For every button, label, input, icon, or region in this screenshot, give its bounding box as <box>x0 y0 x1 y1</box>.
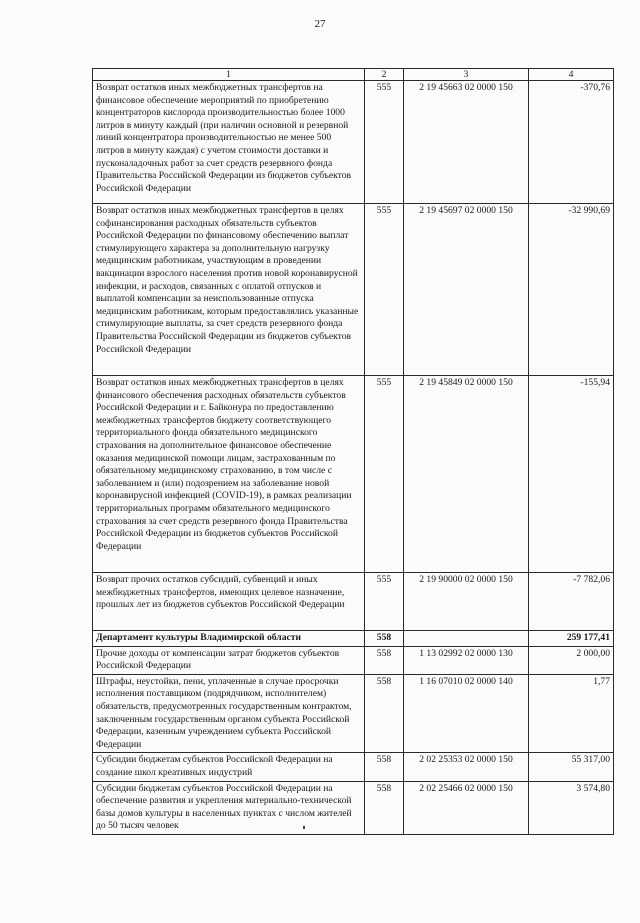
header-col-3: 3 <box>404 69 529 81</box>
row-name: Субсидии бюджетам субъектов Российской Федерации на обеспечение развития и укрепления материально-технической базы домов культуры в населенных пунктах с числом жителей до 50 тысяч человек <box>93 781 365 834</box>
row-budget-code: 2 02 25353 02 0000 150 <box>404 753 529 781</box>
table-row <box>93 646 614 674</box>
header-row <box>93 69 614 81</box>
row-admin-code: 555 <box>365 81 404 204</box>
department-name: Департамент культуры Владимирской области <box>93 631 365 647</box>
header-col-1: 1 <box>93 69 365 81</box>
table-row <box>93 81 614 204</box>
header-col-4: 4 <box>529 69 614 81</box>
row-name: Прочие доходы от компенсации затрат бюджетов субъектов Российской Федерации <box>93 646 365 674</box>
table-row <box>93 753 614 781</box>
row-amount: 55 317,00 <box>529 753 614 781</box>
row-budget-code: 2 19 90000 02 0000 150 <box>404 573 529 631</box>
department-row <box>93 631 614 647</box>
header-col-2: 2 <box>365 69 404 81</box>
row-name: Субсидии бюджетам субъектов Российской Федерации на создание школ креативных индустрий <box>93 753 365 781</box>
row-amount: -155,94 <box>529 376 614 573</box>
row-admin-code: 558 <box>365 781 404 834</box>
row-admin-code: 558 <box>365 674 404 753</box>
row-amount: -370,76 <box>529 81 614 204</box>
row-admin-code: 555 <box>365 204 404 376</box>
row-budget-code: 2 19 45697 02 0000 150 <box>404 204 529 376</box>
row-budget-code: 2 19 45663 02 0000 150 <box>404 81 529 204</box>
row-amount: -32 990,69 <box>529 204 614 376</box>
row-amount: 3 574,80 <box>529 781 614 834</box>
row-name: Возврат остатков иных межбюджетных трансфертов на финансовое обеспечение мероприятий по приобретению концентраторов кислорода производительностью более 1000 литров в минуту каждый (при наличии основной и резервной линий концентратора производительностью не менее 500 литров в минуту каждая) с учетом стоимости доставки и пусконаладочных работ за счет средств резервного фонда Правительства Российской Федерации из бюджетов субъектов Российской Федерации <box>93 81 365 204</box>
budget-table <box>92 68 614 835</box>
department-budget-code <box>404 631 529 647</box>
row-name: Возврат остатков иных межбюджетных трансфертов в целях финансового обеспечения расходных обязательств субъектов Российской Федерации и г. Байконура по предоставлению межбюджетных трансфертов бюджету соответствующего территориального фонда обязательного медицинского страхования на дополнительное финансовое обеспечение оказания медицинской помощи лицам, застрахованным по обязательному медицинскому страхованию, в том числе с заболеванием и (или) подозрением на заболевание новой коронавирусной инфекцией (COVID-19), в рамках реализации территориальных программ обязательного медицинского страхования за счет средств резервного фонда Правительства Российской Федерации из бюджетов субъектов Российской Федерации <box>93 376 365 573</box>
row-budget-code: 1 13 02992 02 0000 130 <box>404 646 529 674</box>
row-admin-code: 558 <box>365 646 404 674</box>
row-budget-code: 1 16 07010 02 0000 140 <box>404 674 529 753</box>
department-code: 558 <box>365 631 404 647</box>
row-name: Штрафы, неустойки, пени, уплаченные в случае просрочки исполнения поставщиком (подрядчиком, исполнителем) обязательств, предусмотренных государственным контрактом, заключенным государственным органом субъекта Российской Федерации, казенным учреждением субъекта Российской Федерации <box>93 674 365 753</box>
row-name: Возврат остатков иных межбюджетных трансфертов в целях софинансирования расходных обязательств субъектов Российской Федерации по финансовому обеспечению выплат стимулирующего характера за дополнительную нагрузку медицинским работникам, участвующим в проведении вакцинации взрослого населения против новой коронавирусной инфекции, и расходов, связанных с оплатой отпусков и выплатой компенсации за неиспользованные отпуска медицинским работникам, которым предоставлялись указанные стимулирующие выплаты, за счет средств резервного фонда Правительства Российской Федерации из бюджетов субъектов Российской Федерации <box>93 204 365 376</box>
row-amount: 2 000,00 <box>529 646 614 674</box>
table-row <box>93 204 614 376</box>
table-row <box>93 573 614 631</box>
department-total: 259 177,41 <box>529 631 614 647</box>
row-admin-code: 555 <box>365 376 404 573</box>
scan-speck <box>303 826 305 829</box>
row-amount: 1,77 <box>529 674 614 753</box>
table-row <box>93 674 614 753</box>
row-admin-code: 558 <box>365 753 404 781</box>
row-budget-code: 2 19 45849 02 0000 150 <box>404 376 529 573</box>
row-name: Возврат прочих остатков субсидий, субвенций и иных межбюджетных трансфертов, имеющих целевое назначение, прошлых лет из бюджетов субъектов Российской Федерации <box>93 573 365 631</box>
table-row <box>93 781 614 834</box>
row-admin-code: 555 <box>365 573 404 631</box>
row-budget-code: 2 02 25466 02 0000 150 <box>404 781 529 834</box>
table-row <box>93 376 614 573</box>
row-amount: -7 782,06 <box>529 573 614 631</box>
page-number: 27 <box>314 18 326 30</box>
